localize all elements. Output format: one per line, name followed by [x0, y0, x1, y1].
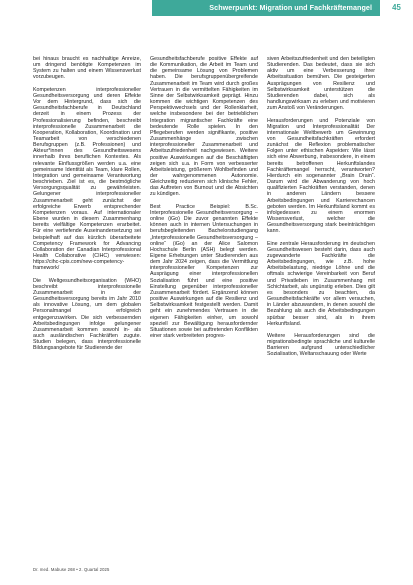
paragraph: Herausforderungen und Potenziale von Migration und Interprofessionalität Der internationale Weltbewerb um Gewinnung von Gesundheitsfachkräften erfordert zunächst die Reflexion problematischer Folgen unter ethischen Aspekten: Wie lässt sich eine Abwerbung, insbesondere, in einem bereits betroffenen Herkunftslandes Fachkräftemangel herrscht, verantworten? Hierdurch ein sogenannter „Brain Drain“. Darum wird die Abwanderung von hoch qualifizierten Fachkräften verstanden, denen in anderen Ländern bessere Arbeitsbedingungen und Karrierechancen geboten werden. Im Herkunftsland kommt es infolgedessen zu einem enormen Wissensverlust, welcher die Gesundheitsversorgung stark beeinträchtigen kann.: [267, 117, 375, 235]
paragraph: Eine zentrale Herausforderung im deutschen Gesundheitswesen besteht darin, dass auch zugewanderte Fachkräfte die Arbeitsbedingungen, wie z.B. hohe Arbeitsbelastung, niedrige Löhne und die oftmals schwierige Vereinbarkeit von Beruf und Privatleben im Zusammenhang mit Schichtarbeit, als ungünstig erleben. Dies gilt es besonders zu beachten, da Gesundheitsfachkräfte vor allem versuchen, in Länder abzuwandern, in denen sowohl die Bezahlung als auch die Arbeitsbedingungen spürbar besser sind, als in ihrem Herkunftsland.: [267, 240, 375, 327]
paragraph: bei hinaus braucht es nachhaltige Anreize, um dringend benötigte Kompetenzen im System zu halten und einem Wissensverlust vorzubeugen.: [33, 56, 141, 81]
paragraph: Weitere Herausforderungen sind die migrationsbedingte sprachliche und kulturelle Barrieren aufgrund unterschiedlicher Sozialisation, Weltanschauung oder Werte: [267, 332, 375, 358]
text-column-2: [150, 56, 258, 339]
text-column-3: [267, 56, 375, 358]
footer-citation: Dr. med. Mabuse 268 • 2. Quartal 2025: [33, 567, 110, 572]
paragraph: siven Arbeitszufriedenheit und den beteiligten Studierenden. Das bedeutet, dass sie sich aktiv um eine Verbesserung ihrer Arbeitssituation bemühen. Die gesteigerten Ausprägungen von Resilienz und Selbstwirksamkeit unterstützen die Studierenden dabei, sich als handlungswirksam zu erleben und motivieren zum Anstoß von Veränderungen.: [267, 56, 375, 112]
section-title: Schwerpunkt: Migration und Fachkräftemangel: [209, 3, 372, 12]
running-header: [0, 0, 413, 16]
text-column-1: [33, 56, 141, 351]
paragraph: Kompetenzen interprofessioneller Gesundheitsversorgung und deren Effekte Vor dem Hintergrund, dass sich die Gesundheitsfachberufe in Deutschland derzeit in einem Prozess der Professionalisierung befinden, beschreibt interprofessionelle Zusammenarbeit die Kooperation, Kollaboration, Koordination und Teamarbeit von verschiedenen Berufsgruppen (z.B. Professionen) und Akteur*innen des Gesundheitswesens innerhalb ihres beruflichen Kontextes. Als relevante Einflussgrößen werden u.a. eine gemeinsame Identität als Team, klare Rollen, Integration und gemeinsame Verantwortung beschrieben. Ziel ist es, die bestmögliche Versorgungsqualität zu gewährleisten. Gelungener interprofessioneller Zusammenarbeit geht zunächst der erfolgreiche Erwerb entsprechender Kompetenzen voraus. Auf internationaler Ebene wurden in diesem Zusammenhang bereits vielfältige Kompetenzen erarbeitet. Für eine vertiefende Auseinandersetzung sei beispielhaft auf das kürzlich überarbeitete Competency Framework for Advancing Collaboration der Canadian Interprofessional Health Collaborative (CIHC) verwiesen: https://cihc-cpis.com/new-competency-framework/: [33, 86, 141, 272]
paragraph: Gesundheitsfachberufe positive Effekte auf die Kommunikation, die Arbeit im Team und die gemeinsame Lösung von Problemen haben. Die berufsgruppenübergreifende Zusammenarbeit im Team wird durch großes Vertrauen in die vermittelten Fähigkeiten im Sinne der Selbstwirksamkeit geprägt. Hinzu kommen die wichtigen Kompetenzen des Perspektivwechsels und der Rollenklarheit, welche insbesondere bei der betrieblichen Integration migrantischer Fachkräfte eine bedeutende Rolle spielen. In den Pflegeberufen werden signifikante, positive Zusammenhänge zwischen interprofessioneller Zusammenarbeit und Arbeitszufriedenheit nachgewiesen. Weitere positive Auswirkungen auf die Beschäftigten zeigen sich u.a. in Form von verbesserter Arbeitsleistung, größerem Wohlbefinden und der wahrgenommenen Autonomie. Gleichzeitig reduzieren sich klinische Fehler, das Auftreten von Burnout und die Absichten zu kündigen.: [150, 56, 258, 198]
paragraph: Die Weltgesundheitsorganisation (WHO) beschreibt interprofessionelle Zusammenarbeit in der Gesundheitsversorgung bereits im Jahr 2010 als innovative Lösung, um dem globalen Personalmangel erfolgreich entgegenzuwirken. Die sich verbessernden Arbeitsbedingungen infolge gelungener Zusammenarbeit kommen sowohl in- als auch ausländischen Fachkräften zugute. Studien belegen, dass interprofessionelle Bildungsangebote für Studierende der: [33, 277, 141, 352]
paragraph: Best Practice Beispiel: B.Sc. Interprofessionelle Gesundheitsversorgung – online (iGo) Die zuvor genannten Effekte können auch in internen Untersuchungen in berufsbegleitenden Bachelorstudiengang „Interprofessionelle Gesundheitsversorgung – online“ (iGo) an der Alice Salomon Hochschule Berlin (ASH) belegt werden. Eigene Erhebungen unter Studierenden aus dem Jahr 2024 zeigen, dass die Vermittlung interprofessioneller Kompetenzen zur Ausprägung einer interprofessionellen Sozialisation führt und eine positive Einstellung gegenüber interprofessioneller Zusammenarbeit fördert. Ergänzend können positive Auswirkungen auf die Resilienz und Selbstwirksamkeit festgestellt werden. Damit geht ein zunehmendes Vertrauen in die eigenen Fähigkeiten einher, um sowohl speziell zur Bewältigung herausfordernder Situationen sowie bei auftretenden Konflikten einer stark verbreiteten progres-: [150, 203, 258, 340]
page-number: 45: [392, 3, 401, 12]
